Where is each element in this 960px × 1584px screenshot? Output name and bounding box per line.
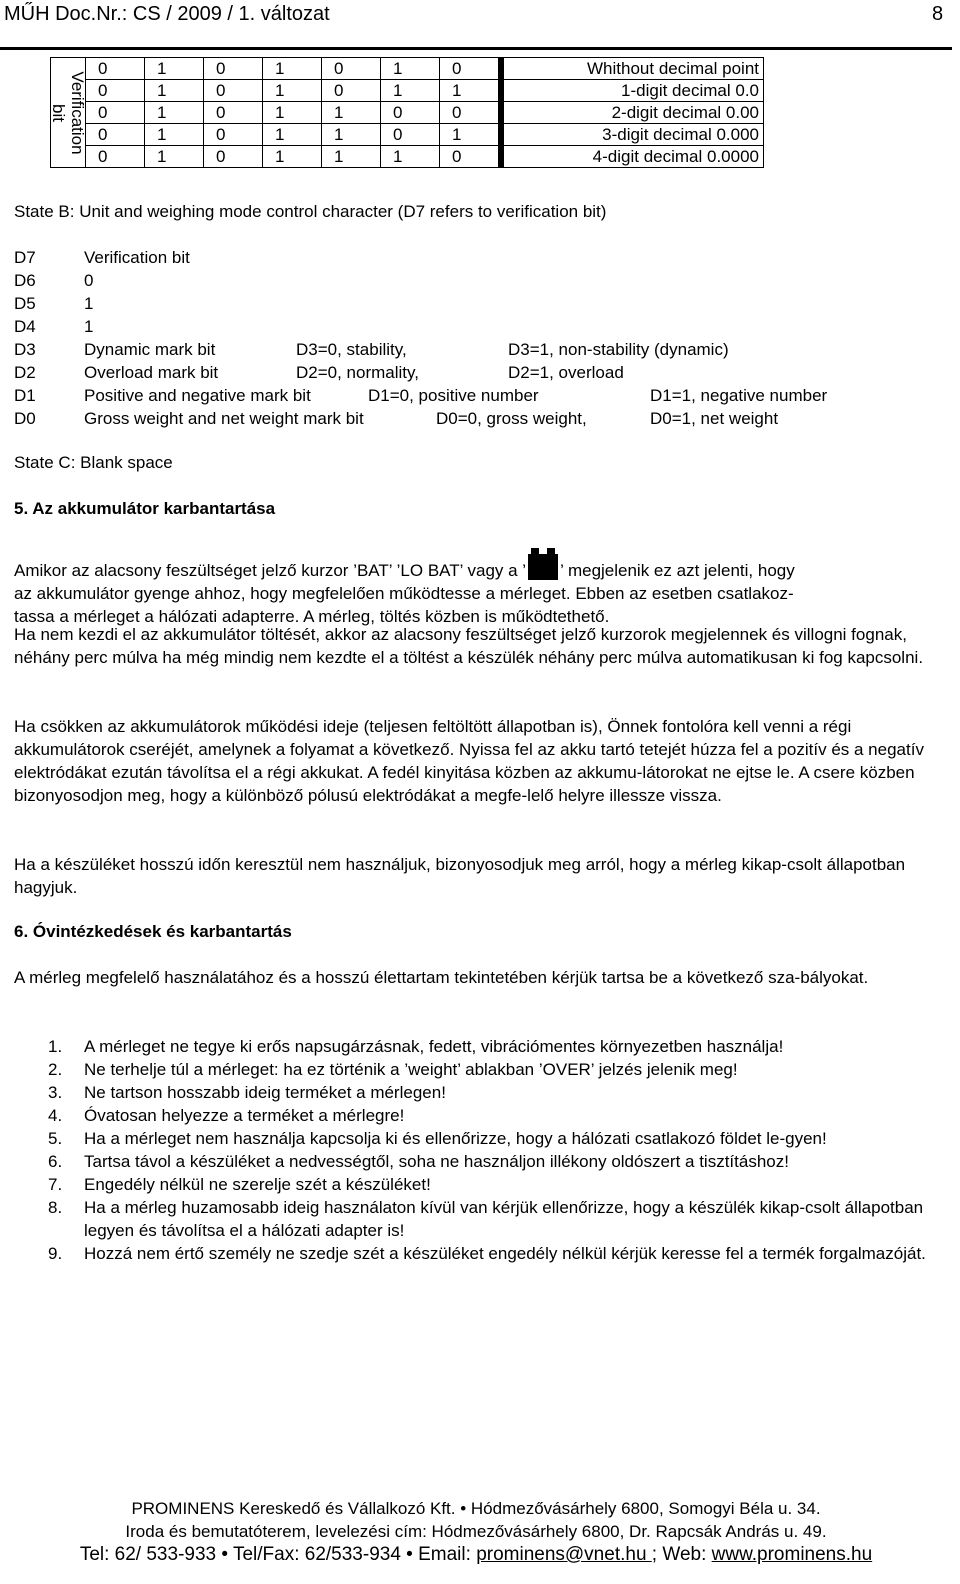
list-item-text: Ne tartson hosszabb ideig terméket a mérlegen! xyxy=(84,1083,446,1102)
list-item xyxy=(44,1173,944,1196)
verification-table-row xyxy=(51,146,764,168)
verification-bit-table xyxy=(50,57,764,168)
list-item-text: Ne terhelje túl a mérleget: ha ez történik a ’weight’ ablakban ’OVER’ jelzés jelenik meg! xyxy=(84,1060,738,1079)
state-b-row xyxy=(14,338,944,361)
bit-cell: 0 xyxy=(381,102,440,124)
list-item-number: 2. xyxy=(48,1060,63,1079)
list-item-number: 6. xyxy=(48,1152,63,1171)
bit-cell: 0 xyxy=(440,102,499,124)
p1-text-line-3: tassa a mérleget a hálózati adapterre. A mérleg, töltés közben is működtethető. xyxy=(14,607,610,626)
bit-cell: 1 xyxy=(263,80,322,102)
footer-contact-line xyxy=(0,1543,952,1566)
bit-cell: 1 xyxy=(263,146,322,168)
bit-cell: 1 xyxy=(145,58,204,80)
list-item-number: 7. xyxy=(48,1175,63,1194)
rules-list xyxy=(44,1035,944,1265)
bit-label: D1 xyxy=(14,386,36,405)
verification-bit-side-label xyxy=(51,58,86,168)
bit-cell: 1 xyxy=(263,124,322,146)
footer-contact-mid: ; Web: xyxy=(651,1544,712,1565)
list-item-text: Ha a mérleg huzamosabb ideig használaton kívül van kérjük ellenőrizze, hogy a készülék kikap-csolt állapotban legyen és távolítsa el a hálózati adapter is! xyxy=(84,1198,924,1240)
list-item xyxy=(44,1196,944,1242)
list-item-text: Ha a mérleget nem használja kapcsolja ki és ellenőrizze, hogy a hálózati csatlakozó földet le-gyen! xyxy=(84,1129,827,1148)
bit-cell: 0 xyxy=(204,58,263,80)
header-rule xyxy=(0,47,952,50)
bit-cell: 0 xyxy=(381,124,440,146)
state-b-row xyxy=(14,384,944,407)
state-c-line: State C: Blank space xyxy=(14,453,173,472)
list-item-number: 9. xyxy=(48,1244,63,1263)
state-b-row xyxy=(14,361,944,384)
bit-cell: 0 xyxy=(86,80,145,102)
bit-cell: 0 xyxy=(204,124,263,146)
side-label-line-1: Verification xyxy=(68,70,87,155)
p1-text-after-icon: ’ megjelenik ez azt jelenti, hogy xyxy=(560,561,795,580)
p1-text-line-2: az akkumulátor gyenge ahhoz, hogy megfelelően működtesse a mérleget. Ebben az esetben csatlakoz- xyxy=(14,584,794,603)
decimal-mode-description: 3-digit decimal 0.000 xyxy=(504,124,764,146)
section-5-paragraph-4: Ha a készüléket hosszú időn keresztül nem használjuk, bizonyosodjuk meg arról, hogy a mérleg kikap-csolt állapotban hagyjuk. xyxy=(14,855,906,897)
list-item-text: Tartsa távol a készüléket a nedvességtől, soha ne használjon illékony oldószert a tisztításhoz! xyxy=(84,1152,789,1171)
state-b-row xyxy=(14,269,944,292)
bit-value-one: D0=1, net weight xyxy=(650,409,779,428)
verification-table-row xyxy=(51,80,764,102)
list-item-number: 4. xyxy=(48,1106,63,1125)
list-item xyxy=(44,1242,944,1265)
website-link[interactable]: www.prominens.hu xyxy=(711,1544,873,1565)
bit-cell: 1 xyxy=(322,146,381,168)
battery-icon xyxy=(528,554,558,580)
bit-cell: 1 xyxy=(440,80,499,102)
state-b-row xyxy=(14,315,944,338)
list-item-text: A mérleget ne tegye ki erős napsugárzásnak, fedett, vibrációmentes környezetben használja! xyxy=(84,1037,784,1056)
bit-cell: 1 xyxy=(440,124,499,146)
list-item-text: Engedély nélkül ne szerelje szét a készüléket! xyxy=(84,1175,431,1194)
decimal-mode-description: 2-digit decimal 0.00 xyxy=(504,102,764,124)
bit-meaning: Verification bit xyxy=(84,248,190,267)
list-item-text: Óvatosan helyezze a terméket a mérlegre! xyxy=(84,1106,405,1125)
list-item-number: 8. xyxy=(48,1198,63,1217)
bit-cell: 0 xyxy=(86,58,145,80)
decimal-mode-description: 1-digit decimal 0.0 xyxy=(504,80,764,102)
page-number: 8 xyxy=(932,3,944,25)
document-header-title: MŰH Doc.Nr.: CS / 2009 / 1. változat xyxy=(4,3,330,25)
list-item xyxy=(44,1127,944,1150)
footer-contact-prefix: Tel: 62/ 533-933 • Tel/Fax: 62/533-934 • Email: xyxy=(79,1544,477,1565)
bit-value-zero: D1=0, positive number xyxy=(368,386,539,405)
list-item xyxy=(44,1104,944,1127)
bit-label: D0 xyxy=(14,409,36,428)
bit-cell: 1 xyxy=(145,80,204,102)
section-6-heading: 6. Óvintézkedések és karbantartás xyxy=(14,922,292,941)
bit-meaning: 1 xyxy=(84,317,94,336)
list-item-number: 1. xyxy=(48,1037,63,1056)
verification-table-row xyxy=(51,124,764,146)
bit-value-zero: D0=0, gross weight, xyxy=(436,409,587,428)
bit-cell: 1 xyxy=(322,124,381,146)
state-b-title: State B: Unit and weighing mode control character (D7 refers to verification bit) xyxy=(14,202,607,221)
bit-label: D5 xyxy=(14,294,36,313)
section-6-intro: A mérleg megfelelő használatához és a hosszú élettartam tekintetében kérjük tartsa be a következő sza-bályokat. xyxy=(14,968,869,987)
bit-cell: 0 xyxy=(204,80,263,102)
list-item-number: 3. xyxy=(48,1083,63,1102)
bit-cell: 1 xyxy=(381,58,440,80)
verification-table-row xyxy=(51,102,764,124)
bit-cell: 0 xyxy=(440,146,499,168)
bit-cell: 1 xyxy=(263,58,322,80)
bit-cell: 0 xyxy=(204,146,263,168)
state-b-row xyxy=(14,246,944,269)
bit-value-one: D1=1, negative number xyxy=(650,386,828,405)
bit-label: D6 xyxy=(14,271,36,290)
bit-cell: 1 xyxy=(145,102,204,124)
section-5-paragraph-1 xyxy=(14,554,944,628)
list-item-number: 5. xyxy=(48,1129,63,1148)
bit-cell: 0 xyxy=(204,102,263,124)
section-5-heading: 5. Az akkumulátor karbantartása xyxy=(14,499,276,518)
bit-cell: 1 xyxy=(145,146,204,168)
bit-cell: 0 xyxy=(86,102,145,124)
bit-cell: 1 xyxy=(381,80,440,102)
list-item xyxy=(44,1035,944,1058)
verification-table-row xyxy=(51,58,764,80)
bit-meaning: 0 xyxy=(84,271,94,290)
section-5-paragraph-3: Ha csökken az akkumulátorok működési ideje (teljesen feltöltött állapotban is), Önnek fontolóra kell venni a régi akkumulátorok cseréjét, amelynek a folyamat a következő. Nyissa fel az akku tartó tetejét húzza fel a pozitív és a negatív elektródákat ezután távolítsa el a régi akkukat. A fedél kinyitása közben az akkumu-látorokat ne ejtse le. A csere közben bizonyosodjon meg, hogy a különböző pólusú elektródákat a megfe-lelő helyre illessze vissza. xyxy=(14,717,924,805)
bit-cell: 1 xyxy=(322,102,381,124)
state-b-row xyxy=(14,292,944,315)
list-item xyxy=(44,1081,944,1104)
bit-cell: 0 xyxy=(322,58,381,80)
bit-cell: 1 xyxy=(145,124,204,146)
bit-value-one: D3=1, non-stability (dynamic) xyxy=(508,340,729,359)
bit-value-zero: D3=0, stability, xyxy=(296,340,407,359)
bit-label: D7 xyxy=(14,248,36,267)
bit-cell: 0 xyxy=(322,80,381,102)
footer-office-line: Iroda és bemutatóterem, levelezési cím: Hódmezővásárhely 6800, Dr. Rapcsák András u. 49. xyxy=(125,1522,827,1541)
section-5-paragraph-2: Ha nem kezdi el az akkumulátor töltését, akkor az alacsony feszültséget jelző kurzorok megjelennek és villogni fognak, néhány perc múlva ha még mindig nem kezdte el a töltést a készülék néhány perc múlva automatikusan ki fog kapcsolni. xyxy=(14,625,924,667)
bit-meaning: Dynamic mark bit xyxy=(84,340,216,359)
bit-value-one: D2=1, overload xyxy=(508,363,624,382)
bit-label: D2 xyxy=(14,363,36,382)
bit-cell: 1 xyxy=(263,102,322,124)
list-item xyxy=(44,1150,944,1173)
bit-cell: 0 xyxy=(86,124,145,146)
bit-cell: 0 xyxy=(440,58,499,80)
bit-meaning: Positive and negative mark bit xyxy=(84,386,311,405)
footer-company-line: PROMINENS Kereskedő és Vállalkozó Kft. • Hódmezővásárhely 6800, Somogyi Béla u. 34. xyxy=(131,1499,821,1518)
bit-label: D3 xyxy=(14,340,36,359)
state-b-row xyxy=(14,407,944,430)
bit-meaning: 1 xyxy=(84,294,94,313)
list-item xyxy=(44,1058,944,1081)
bit-value-zero: D2=0, normality, xyxy=(296,363,419,382)
decimal-mode-description: 4-digit decimal 0.0000 xyxy=(504,146,764,168)
email-link[interactable]: prominens@vnet.hu xyxy=(476,1544,652,1565)
bit-cell: 1 xyxy=(381,146,440,168)
decimal-mode-description: Whithout decimal point xyxy=(504,58,764,80)
bit-meaning: Overload mark bit xyxy=(84,363,219,382)
bit-meaning: Gross weight and net weight mark bit xyxy=(84,409,364,428)
side-label-line-2: bit xyxy=(49,103,68,122)
p1-text-before-icon: Amikor az alacsony feszültséget jelző kurzor ’BAT’ ’LO BAT’ vagy a ’ xyxy=(14,561,527,580)
bit-label: D4 xyxy=(14,317,36,336)
list-item-text: Hozzá nem értő személy ne szedje szét a készüléket engedély nélkül kérjük keresse fel a termék forgalmazóját. xyxy=(84,1244,926,1263)
bit-cell: 0 xyxy=(86,146,145,168)
